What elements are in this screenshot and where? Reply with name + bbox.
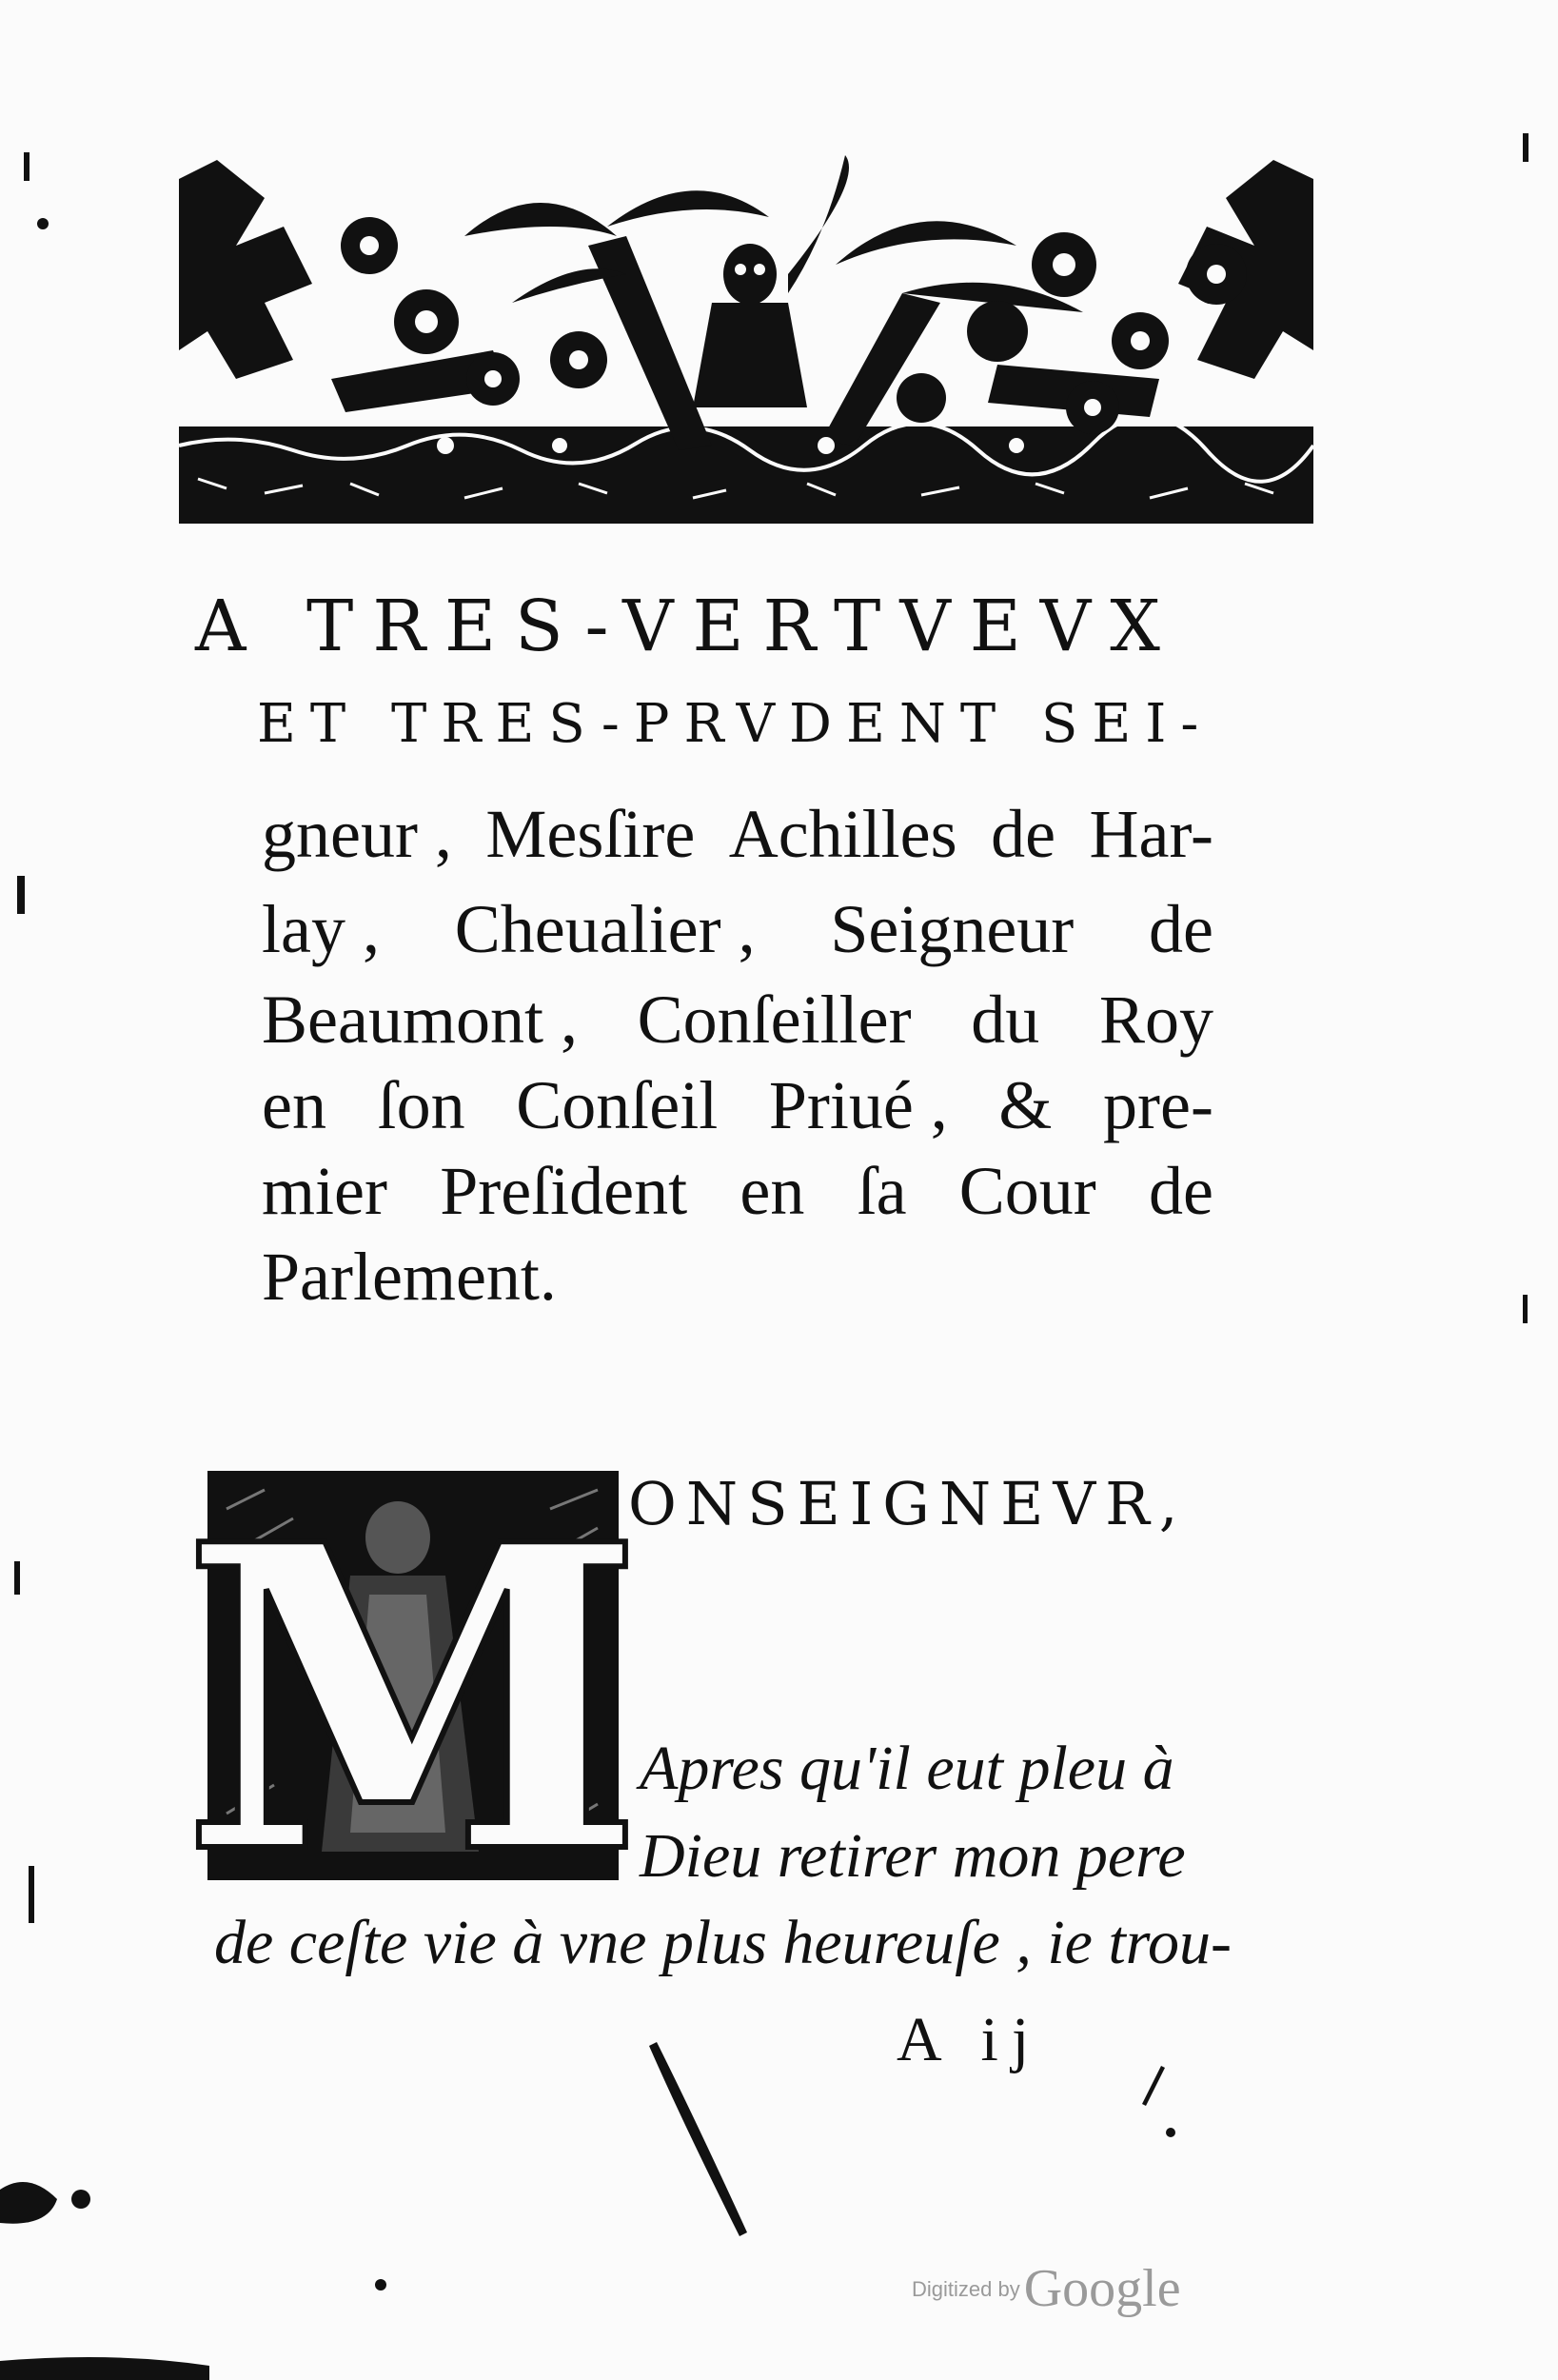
word: Achilles [728,796,957,872]
word: de [991,796,1056,872]
word: Har- [1089,796,1213,872]
signature-mark: A ij [897,2005,1043,2074]
word: gneur , [262,796,452,872]
word: ſa [857,1153,907,1229]
italic-line-3: de ceſte vie à vne plus heureuſe , ie trou- [214,1908,1233,1977]
word: Conſeil [516,1067,719,1143]
italic-line-2: Dieu retirer mon pere [640,1821,1186,1891]
word: Cheualier , [454,891,756,967]
dropcap-letter: M [181,1454,645,1946]
word: pre- [1103,1067,1213,1143]
word: Parlement. [262,1239,557,1315]
word: en [740,1153,805,1229]
word: Mesſire [485,796,696,872]
word: mier [262,1153,387,1229]
word: ſon [377,1067,465,1143]
word: & [998,1067,1053,1143]
word: lay , [262,891,380,967]
word: Conſeiller [637,982,912,1058]
word: du [971,982,1040,1058]
dedication-title-line-1: A TRES-VERTVEVX [195,585,1179,667]
watermark-small-text: Digitized by [912,2277,1020,2301]
italic-line-1: Apres qu'il eut pleu à [640,1734,1174,1803]
word: en [262,1067,326,1143]
word: de [1149,891,1213,967]
word: Priué , [768,1067,948,1143]
word: Preſident [440,1153,688,1229]
salutation: ONSEIGNEVR, [628,1469,1188,1538]
word: Cour [958,1153,1096,1229]
google-logo-text: Google [1023,2259,1181,2318]
word: Beaumont , [262,982,578,1058]
word: Roy [1098,982,1213,1058]
word: Seigneur [830,891,1075,967]
word: de [1149,1153,1213,1229]
dedication-title-line-2: ET TRES-PRVDENT SEI- [257,693,1213,755]
